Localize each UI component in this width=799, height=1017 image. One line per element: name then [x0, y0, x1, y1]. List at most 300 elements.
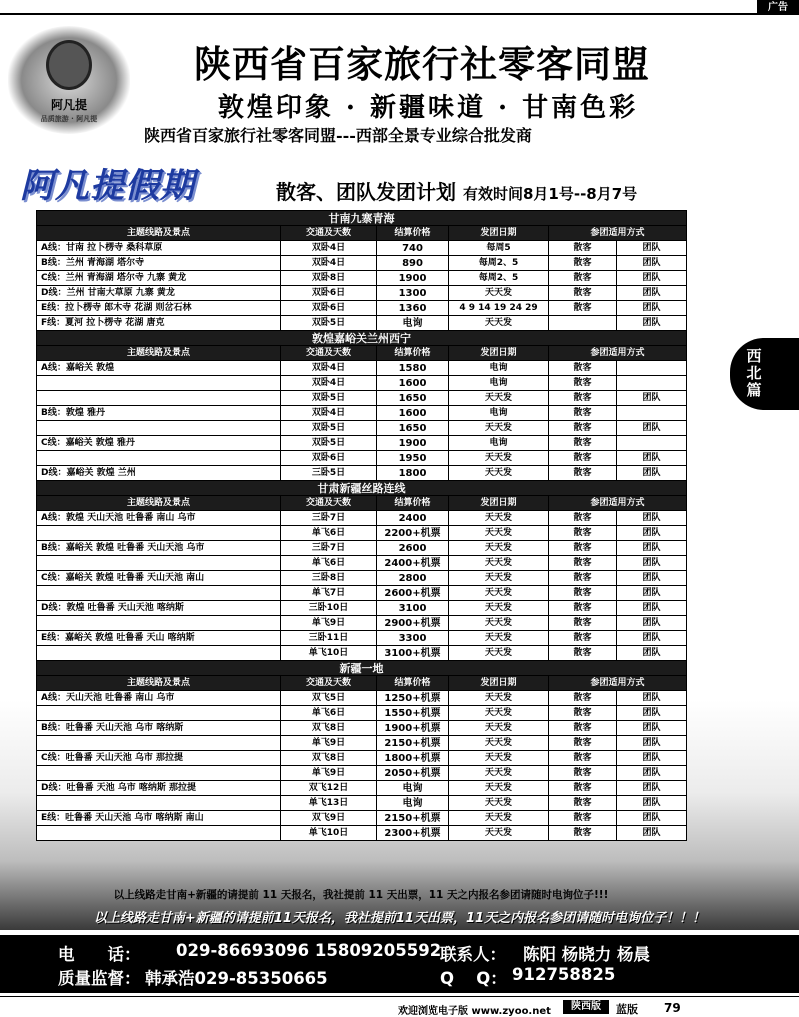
column-header: 结算价格 [377, 676, 449, 691]
mode-cell: 散客 [549, 541, 617, 556]
price-cell: 1800+机票 [377, 751, 449, 766]
section-title: 敦煌嘉峪关兰州西宁 [37, 331, 687, 346]
price-cell: 3300 [377, 631, 449, 646]
date-cell: 电询 [449, 406, 549, 421]
transport-cell: 单飞6日 [281, 706, 377, 721]
date-cell: 电询 [449, 376, 549, 391]
mode-cell: 团队 [617, 811, 687, 826]
column-header: 发团日期 [449, 676, 549, 691]
price-cell: 1900+机票 [377, 721, 449, 736]
route-cell: B线：吐鲁番 天山天池 乌市 喀纳斯 [37, 721, 281, 736]
mode-cell: 散客 [549, 586, 617, 601]
phone-number: 029-86693096 15809205592 [176, 941, 442, 960]
tour-schedule [36, 210, 686, 841]
transport-cell: 双卧6日 [281, 451, 377, 466]
price-cell: 2200+机票 [377, 526, 449, 541]
column-header: 参团适用方式 [549, 496, 687, 511]
date-cell: 天天发 [449, 391, 549, 406]
mode-cell: 散客 [549, 796, 617, 811]
route-cell [37, 826, 281, 841]
mode-cell: 散客 [549, 436, 617, 451]
date-cell: 天天发 [449, 286, 549, 301]
date-cell: 天天发 [449, 466, 549, 481]
mode-cell: 散客 [549, 706, 617, 721]
price-cell: 1250+机票 [377, 691, 449, 706]
route-cell: B线：兰州 青海湖 塔尔寺 [37, 256, 281, 271]
table-row [37, 736, 687, 751]
phone-label: 电 话： [58, 945, 141, 964]
date-cell: 天天发 [449, 451, 549, 466]
table-row [37, 616, 687, 631]
price-cell: 2150+机票 [377, 811, 449, 826]
table-row [37, 376, 687, 391]
mode-cell: 散客 [549, 421, 617, 436]
route-cell: B线：嘉峪关 敦煌 吐鲁番 天山天池 乌市 [37, 541, 281, 556]
transport-cell: 单飞10日 [281, 826, 377, 841]
mode-cell: 团队 [617, 301, 687, 316]
mode-cell: 团队 [617, 586, 687, 601]
logo-slogan: 品质旅游 · 阿凡提 [40, 115, 98, 123]
mode-cell: 团队 [617, 796, 687, 811]
mode-cell: 团队 [617, 631, 687, 646]
date-cell: 天天发 [449, 736, 549, 751]
mode-cell [617, 406, 687, 421]
mode-cell: 散客 [549, 301, 617, 316]
transport-cell: 双卧6日 [281, 301, 377, 316]
route-cell [37, 706, 281, 721]
table-row [37, 391, 687, 406]
transport-cell: 单飞9日 [281, 736, 377, 751]
price-cell: 2050+机票 [377, 766, 449, 781]
column-header: 交通及天数 [281, 676, 377, 691]
plan-title: 散客、团队发团计划 [276, 180, 456, 204]
route-cell [37, 766, 281, 781]
table-row [37, 586, 687, 601]
transport-cell: 双卧5日 [281, 391, 377, 406]
price-cell: 1900 [377, 436, 449, 451]
plan-validity: 有效时间8月1号--8月7号 [462, 185, 638, 203]
price-cell: 2800 [377, 571, 449, 586]
header-row [37, 346, 687, 361]
mode-cell: 团队 [617, 241, 687, 256]
table-row [37, 691, 687, 706]
logo-brand: 阿凡提 [50, 98, 87, 112]
transport-cell: 双卧5日 [281, 421, 377, 436]
transport-cell: 双卧4日 [281, 406, 377, 421]
mode-cell: 团队 [617, 256, 687, 271]
route-cell: D线：嘉峪关 敦煌 兰州 [37, 466, 281, 481]
section-title-row [37, 661, 687, 676]
price-cell: 1600 [377, 376, 449, 391]
supervisor-phone: 韩承浩029-85350665 [145, 969, 328, 988]
route-cell: D线：敦煌 吐鲁番 天山天池 喀纳斯 [37, 601, 281, 616]
table-row [37, 436, 687, 451]
column-header: 交通及天数 [281, 496, 377, 511]
afanti-logo [8, 26, 130, 134]
transport-cell: 双卧8日 [281, 271, 377, 286]
mode-cell: 散客 [549, 271, 617, 286]
price-cell: 1300 [377, 286, 449, 301]
mode-cell: 团队 [617, 646, 687, 661]
price-cell: 1580 [377, 361, 449, 376]
table-row [37, 631, 687, 646]
table-row [37, 241, 687, 256]
mode-cell: 散客 [549, 826, 617, 841]
mode-cell: 团队 [617, 616, 687, 631]
route-cell [37, 376, 281, 391]
transport-cell: 双卧4日 [281, 361, 377, 376]
date-cell: 天天发 [449, 796, 549, 811]
page-subtitle: 敦煌印象 · 新疆味道 · 甘南色彩 [217, 93, 639, 123]
date-cell: 每周2、5 [449, 256, 549, 271]
route-cell [37, 421, 281, 436]
section-title-row [37, 481, 687, 496]
mode-cell: 散客 [549, 526, 617, 541]
mode-cell: 散客 [549, 451, 617, 466]
table-row [37, 451, 687, 466]
table-row [37, 286, 687, 301]
mode-cell: 散客 [549, 616, 617, 631]
mode-cell: 散客 [549, 256, 617, 271]
mode-cell [617, 436, 687, 451]
transport-cell: 双卧4日 [281, 256, 377, 271]
footer-color: 蓝版 [616, 1003, 638, 1016]
price-cell: 2400 [377, 511, 449, 526]
mode-cell: 散客 [549, 646, 617, 661]
table-row [37, 571, 687, 586]
mode-cell [617, 361, 687, 376]
transport-cell: 单飞6日 [281, 526, 377, 541]
qq-label: Q Q： [440, 969, 507, 988]
price-cell: 2300+机票 [377, 826, 449, 841]
page-footer [0, 996, 799, 1017]
transport-cell: 单飞7日 [281, 586, 377, 601]
transport-cell: 双卧5日 [281, 436, 377, 451]
page-title: 陕西省百家旅行社零客同盟 [194, 43, 650, 86]
route-cell: E线：拉卜楞寺 郎木寺 花湖 则岔石林 [37, 301, 281, 316]
table-row [37, 721, 687, 736]
mode-cell: 团队 [617, 421, 687, 436]
mode-cell: 散客 [549, 286, 617, 301]
route-cell [37, 796, 281, 811]
mode-cell: 团队 [617, 286, 687, 301]
route-cell [37, 556, 281, 571]
table-row [37, 466, 687, 481]
transport-cell: 双飞9日 [281, 811, 377, 826]
afanti-head-icon [46, 40, 92, 90]
route-cell [37, 451, 281, 466]
mode-cell: 团队 [617, 781, 687, 796]
supervisor-label: 质量监督： [58, 969, 141, 988]
transport-cell: 双飞8日 [281, 751, 377, 766]
table-row [37, 751, 687, 766]
transport-cell: 双卧6日 [281, 286, 377, 301]
transport-cell: 三卧11日 [281, 631, 377, 646]
transport-cell: 三卧5日 [281, 466, 377, 481]
price-cell: 电询 [377, 316, 449, 331]
transport-cell: 双卧5日 [281, 316, 377, 331]
table-row [37, 406, 687, 421]
route-cell [37, 646, 281, 661]
mode-cell: 团队 [617, 826, 687, 841]
mode-cell: 散客 [549, 736, 617, 751]
price-cell: 1650 [377, 391, 449, 406]
table-row [37, 271, 687, 286]
table-row [37, 556, 687, 571]
mode-cell: 团队 [617, 526, 687, 541]
price-cell: 1650 [377, 421, 449, 436]
contact-names: 陈阳 杨晓力 杨晨 [523, 945, 650, 964]
column-header: 结算价格 [377, 496, 449, 511]
mode-cell: 散客 [549, 721, 617, 736]
column-header: 参团适用方式 [549, 676, 687, 691]
table-row [37, 826, 687, 841]
section-title: 甘肃新疆丝路连线 [37, 481, 687, 496]
date-cell: 天天发 [449, 781, 549, 796]
transport-cell: 单飞6日 [281, 556, 377, 571]
price-cell: 1600 [377, 406, 449, 421]
mode-cell: 团队 [617, 271, 687, 286]
mode-cell: 散客 [549, 406, 617, 421]
price-cell: 电询 [377, 781, 449, 796]
price-cell: 3100+机票 [377, 646, 449, 661]
header-row [37, 226, 687, 241]
table-row [37, 706, 687, 721]
date-cell: 天天发 [449, 421, 549, 436]
price-cell: 1800 [377, 466, 449, 481]
mode-cell: 团队 [617, 541, 687, 556]
promo-brand: 阿凡提假期 [20, 166, 195, 206]
date-cell: 每周5 [449, 241, 549, 256]
date-cell: 天天发 [449, 571, 549, 586]
table-row [37, 796, 687, 811]
route-cell: F线：夏河 拉卜楞寺 花湖 唐克 [37, 316, 281, 331]
mode-cell: 散客 [549, 751, 617, 766]
page-tagline: 陕西省百家旅行社零客同盟---西部全景专业综合批发商 [144, 126, 532, 145]
table-row [37, 316, 687, 331]
footer-edition: 陕西版 [563, 1000, 609, 1014]
mode-cell: 团队 [617, 721, 687, 736]
route-cell: D线：兰州 甘南大草原 九寨 黄龙 [37, 286, 281, 301]
date-cell: 4 9 14 19 24 29 [449, 301, 549, 316]
date-cell: 天天发 [449, 706, 549, 721]
mode-cell: 散客 [549, 376, 617, 391]
route-cell [37, 391, 281, 406]
column-header: 交通及天数 [281, 346, 377, 361]
notice-line-1: 以上线路走甘南+新疆的请提前 11 天报名，我社提前 11 天出票，11 天之内报名参团请随时电询位子!!! [113, 889, 609, 901]
table-row [37, 421, 687, 436]
mode-cell: 团队 [617, 466, 687, 481]
column-header: 发团日期 [449, 496, 549, 511]
date-cell: 天天发 [449, 766, 549, 781]
route-cell: D线：吐鲁番 天池 乌市 喀纳斯 那拉提 [37, 781, 281, 796]
mode-cell: 散客 [549, 511, 617, 526]
route-cell: A线：甘南 拉卜楞寺 桑科草原 [37, 241, 281, 256]
date-cell: 电询 [449, 361, 549, 376]
price-cell: 1950 [377, 451, 449, 466]
route-cell: B线：敦煌 雅丹 [37, 406, 281, 421]
transport-cell: 三卧7日 [281, 511, 377, 526]
table-row [37, 601, 687, 616]
mode-cell: 团队 [617, 451, 687, 466]
column-header: 结算价格 [377, 346, 449, 361]
date-cell: 天天发 [449, 586, 549, 601]
column-header: 发团日期 [449, 346, 549, 361]
table-row [37, 541, 687, 556]
transport-cell: 双飞5日 [281, 691, 377, 706]
table-row [37, 766, 687, 781]
mode-cell: 团队 [617, 601, 687, 616]
mode-cell: 团队 [617, 736, 687, 751]
date-cell: 天天发 [449, 751, 549, 766]
date-cell: 天天发 [449, 721, 549, 736]
route-cell: C线：兰州 青海湖 塔尔寺 九寨 黄龙 [37, 271, 281, 286]
date-cell: 天天发 [449, 811, 549, 826]
price-cell: 2600 [377, 541, 449, 556]
ad-tag: 广告 [757, 0, 799, 15]
table-row [37, 646, 687, 661]
mode-cell: 团队 [617, 556, 687, 571]
route-cell: E线：嘉峪关 敦煌 吐鲁番 天山 喀纳斯 [37, 631, 281, 646]
mode-cell: 散客 [549, 391, 617, 406]
transport-cell: 双卧4日 [281, 376, 377, 391]
mode-cell: 团队 [617, 751, 687, 766]
route-cell: C线：嘉峪关 敦煌 吐鲁番 天山天池 南山 [37, 571, 281, 586]
mode-cell: 团队 [617, 391, 687, 406]
route-cell: C线：嘉峪关 敦煌 雅丹 [37, 436, 281, 451]
tour-table [36, 210, 687, 841]
price-cell: 1360 [377, 301, 449, 316]
column-header: 主题线路及景点 [37, 346, 281, 361]
mode-cell: 散客 [549, 631, 617, 646]
price-cell: 740 [377, 241, 449, 256]
mode-cell: 团队 [617, 766, 687, 781]
column-header: 结算价格 [377, 226, 449, 241]
table-row [37, 301, 687, 316]
section-title-row [37, 211, 687, 226]
section-title: 新疆一地 [37, 661, 687, 676]
price-cell: 2150+机票 [377, 736, 449, 751]
table-row [37, 526, 687, 541]
mode-cell: 散客 [549, 241, 617, 256]
contact-bar [0, 935, 799, 993]
table-row [37, 511, 687, 526]
date-cell: 天天发 [449, 526, 549, 541]
transport-cell: 单飞9日 [281, 616, 377, 631]
transport-cell: 双飞12日 [281, 781, 377, 796]
mode-cell: 团队 [617, 316, 687, 331]
column-header: 参团适用方式 [549, 346, 687, 361]
section-title: 甘南九寨青海 [37, 211, 687, 226]
mode-cell: 散客 [549, 466, 617, 481]
price-cell: 2900+机票 [377, 616, 449, 631]
date-cell: 天天发 [449, 631, 549, 646]
transport-cell: 三卧10日 [281, 601, 377, 616]
date-cell: 天天发 [449, 316, 549, 331]
transport-cell: 三卧7日 [281, 541, 377, 556]
route-cell [37, 586, 281, 601]
mode-cell: 散客 [549, 811, 617, 826]
column-header: 主题线路及景点 [37, 496, 281, 511]
page-number: 79 [664, 1001, 681, 1015]
date-cell: 天天发 [449, 556, 549, 571]
side-tab-label: 西北篇 [746, 347, 762, 399]
date-cell: 天天发 [449, 601, 549, 616]
mode-cell: 散客 [549, 361, 617, 376]
side-tab [730, 338, 799, 410]
column-header: 交通及天数 [281, 226, 377, 241]
contact-label: 联系人： [440, 945, 506, 964]
date-cell: 天天发 [449, 616, 549, 631]
price-cell: 电询 [377, 796, 449, 811]
date-cell: 电询 [449, 436, 549, 451]
table-row [37, 256, 687, 271]
transport-cell: 单飞13日 [281, 796, 377, 811]
mode-cell: 团队 [617, 691, 687, 706]
mode-cell [617, 376, 687, 391]
mode-cell: 散客 [549, 556, 617, 571]
date-cell: 每周2、5 [449, 271, 549, 286]
plan-heading [276, 176, 637, 205]
column-header: 发团日期 [449, 226, 549, 241]
column-header: 主题线路及景点 [37, 226, 281, 241]
price-cell: 2600+机票 [377, 586, 449, 601]
table-row [37, 811, 687, 826]
date-cell: 天天发 [449, 646, 549, 661]
mode-cell: 散客 [549, 571, 617, 586]
route-cell [37, 736, 281, 751]
table-row [37, 781, 687, 796]
transport-cell: 三卧8日 [281, 571, 377, 586]
transport-cell: 单飞10日 [281, 646, 377, 661]
section-title-row [37, 331, 687, 346]
mode-cell: 散客 [549, 781, 617, 796]
route-cell: A线：敦煌 天山天池 吐鲁番 南山 乌市 [37, 511, 281, 526]
route-cell [37, 526, 281, 541]
mode-cell: 团队 [617, 706, 687, 721]
transport-cell: 双卧4日 [281, 241, 377, 256]
date-cell: 天天发 [449, 541, 549, 556]
route-cell: E线：吐鲁番 天山天池 乌市 喀纳斯 南山 [37, 811, 281, 826]
price-cell: 3100 [377, 601, 449, 616]
mode-cell: 团队 [617, 511, 687, 526]
route-cell: A线：嘉峪关 敦煌 [37, 361, 281, 376]
price-cell: 890 [377, 256, 449, 271]
route-cell: C线：吐鲁番 天山天池 乌市 那拉提 [37, 751, 281, 766]
date-cell: 天天发 [449, 511, 549, 526]
mode-cell: 散客 [549, 766, 617, 781]
price-cell: 1550+机票 [377, 706, 449, 721]
date-cell: 天天发 [449, 826, 549, 841]
transport-cell: 单飞9日 [281, 766, 377, 781]
mode-cell: 散客 [549, 691, 617, 706]
table-row [37, 361, 687, 376]
price-cell: 1900 [377, 271, 449, 286]
qq-number: 912758825 [512, 965, 616, 984]
route-cell: A线：天山天池 吐鲁番 南山 乌市 [37, 691, 281, 706]
header-row [37, 676, 687, 691]
notice-line-2: 以上线路走甘南+新疆的请提前11天报名，我社提前11天出票，11天之内报名参团请随时电询位子！！！ [93, 911, 706, 926]
footer-site: 欢迎浏览电子版 www.zyoo.net [398, 1006, 551, 1017]
column-header: 主题线路及景点 [37, 676, 281, 691]
transport-cell: 双飞8日 [281, 721, 377, 736]
price-cell: 2400+机票 [377, 556, 449, 571]
mode-cell: 散客 [549, 601, 617, 616]
top-bar [0, 0, 799, 15]
header-row [37, 496, 687, 511]
mode-cell [549, 316, 617, 331]
mode-cell: 团队 [617, 571, 687, 586]
